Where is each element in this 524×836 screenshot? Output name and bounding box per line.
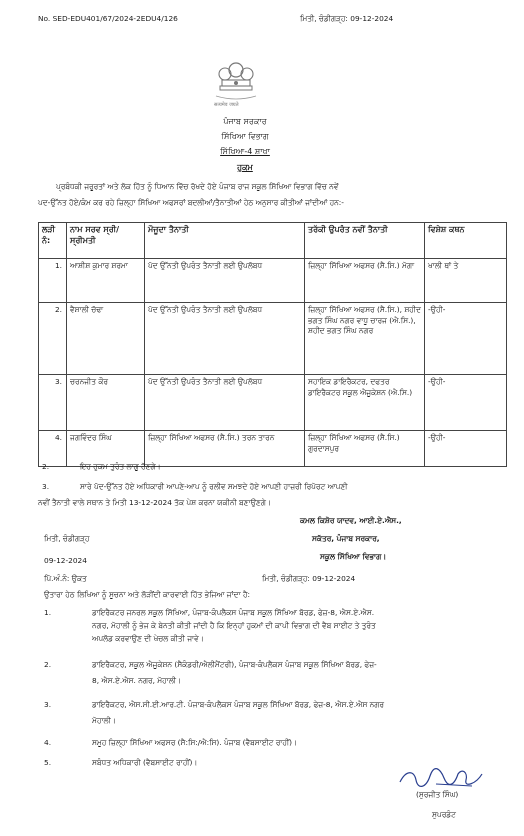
left-date: 09-12-2024 — [44, 556, 87, 565]
cell-remarks: -ਉਹੀ- — [425, 431, 507, 467]
copy-item-5-number: 5. — [44, 758, 52, 767]
signatory-name: ਕਮਲ ਕਿਸ਼ੋਰ ਯਾਦਵ, ਆਈ.ਏ.ਐਸ., — [300, 516, 402, 525]
superintendent-name: (ਸੁਰਜੀਤ ਸਿੰਘ) — [416, 790, 459, 799]
cell-name: ਆਸ਼ੀਸ਼ ਕੁਮਾਰ ਸ਼ਰਮਾ — [67, 259, 145, 303]
copy-item-2-line-1: ਡਾਇਰੈਕਟਰ, ਸਕੂਲ ਐਜੂਕੇਸ਼ਨ (ਸੈਕੰਡਰੀ/ਐਲੀਮੈਂਟਰੀ), ਪੰਜਾਬ-ਕੰਪਲੈਕਸ ਪੰਜਾਬ ਸਕੂਲ ਸਿੱਖਿਆ ਬੋਰਡ, ਫੇਜ਼- — [92, 660, 377, 669]
signatory-post-2: ਸਕੂਲ ਸਿੱਖਿਆ ਵਿਭਾਗ। — [320, 552, 387, 561]
title-order: ਹੁਕਮ — [237, 163, 253, 172]
title-branch: ਸਿੱਖਿਆ-4 ਸ਼ਾਖਾ — [220, 147, 270, 156]
cell-name: ਚਰਨਜੀਤ ਕੌਰ — [67, 375, 145, 431]
header-current-posting: ਮੌਜੂਦਾ ਤੈਨਾਤੀ — [145, 223, 305, 259]
cell-sno: 1. — [39, 259, 67, 303]
copy-item-1-line-2: ਨਗਰ, ਮੋਹਾਲੀ ਨੂੰ ਭੇਜ ਕੇ ਬੇਨਤੀ ਕੀਤੀ ਜਾਂਦੀ ਹੈ ਕਿ ਇਨ੍ਹਾਂ ਹੁਕਮਾਂ ਦੀ ਕਾਪੀ ਵਿਭਾਗ ਦੀ ਵੈਬ ਸਾਈਟ ਤੇ ਤੁਰੰਤ — [92, 621, 376, 630]
endorsement-date: ਮਿਤੀ, ਚੰਡੀਗੜ੍ਹ: 09-12-2024 — [262, 574, 356, 583]
point-2-text: ਇਹ ਹੁਕਮ ਤੁਰੰਤ ਲਾਗੂ ਹੋਣਗੇ। — [80, 462, 161, 471]
table-row — [39, 303, 507, 375]
superintendent-post: ਸੁਪਰਡੰਟ — [432, 810, 456, 819]
cell-sno: 3. — [39, 375, 67, 431]
intro-line-1: ਪ੍ਰਬੰਧਕੀ ਜਰੂਰਤਾਂ ਅਤੇ ਲੋਕ ਹਿੱਤ ਨੂੰ ਧਿਆਨ ਵਿੱਚ ਰੱਖਦੇ ਹੋਏ ਪੰਜਾਬ ਰਾਜ ਸਕੂਲ ਸਿੱਖਿਆ ਵਿਭਾਗ ਵਿੱਚ ਨਵੇਂ — [56, 182, 339, 191]
place-label: ਮਿਤੀ, ਚੰਡੀਗੜ੍ਹ — [44, 534, 90, 543]
transfer-table — [38, 222, 507, 467]
order-date: ਮਿਤੀ, ਚੰਡੀਗੜ੍ਹ: 09-12-2024 — [300, 14, 394, 23]
copy-item-3-line-1: ਡਾਇਰੈਕਟਰ, ਐਸ.ਸੀ.ਈ.ਆਰ.ਟੀ. ਪੰਜਾਬ-ਕੰਪਲੈਕਸ ਪੰਜਾਬ ਸਕੂਲ ਸਿੱਖਿਆ ਬੋਰਡ, ਫੇਜ਼-8, ਐਸ.ਏ.ਐਸ ਨਗਰ — [92, 700, 384, 709]
copy-item-3-line-2: ਮੋਹਾਲੀ। — [92, 716, 116, 725]
intro-line-2: ਪਦ-ਉੱਨਤ ਹੋਏ/ਕੰਮ ਕਰ ਰਹੇ ਜ਼ਿਲ੍ਹਾ ਸਿੱਖਿਆ ਅਫਸਰਾਂ ਬਦਲੀਆਂ/ਤੈਨਾਤੀਆਂ ਹੇਠ ਅਨੁਸਾਰ ਕੀਤੀਆਂ ਜਾਂਦੀਆਂ ਹਨ:- — [38, 198, 344, 207]
table-header-row — [39, 223, 507, 259]
copy-item-3-number: 3. — [44, 700, 52, 709]
cell-name: ਜਗਵਿੰਦਰ ਸਿੰਘ — [67, 431, 145, 467]
copy-item-2-line-2: 8, ਐਸ.ਏ.ਐਸ. ਨਗਰ, ਮੋਹਾਲੀ। — [92, 676, 181, 685]
copy-item-1-line-3: ਅਪਲੋਡ ਕਰਵਾਉਣ ਦੀ ਖੇਚਲ ਕੀਤੀ ਜਾਵੇ। — [92, 634, 204, 643]
copy-item-2-number: 2. — [44, 660, 52, 669]
header-remarks: ਵਿਸ਼ੇਸ਼ ਕਥਨ — [425, 223, 507, 259]
cell-new: ਜ਼ਿਲ੍ਹਾ ਸਿੱਖਿਆ ਅਫਸਰ (ਸੈ.ਸਿ.), ਸ਼ਹੀਦ ਭਗਤ ਸਿੰਘ ਨਗਰ ਵਾਧੂ ਚਾਰਜ (ਐ.ਸਿ.), ਸ਼ਹੀਦ ਭਗਤ ਸਿੰਘ ਨਗਰ — [305, 303, 425, 375]
cell-current: ਪੱਦ ਉੱਨਤੀ ਉਪਰੰਤ ਤੈਨਾਤੀ ਲਈ ਉਪਲੱਬਧ — [145, 375, 305, 431]
point-3-number: 3. — [42, 482, 50, 491]
cell-new: ਜ਼ਿਲ੍ਹਾ ਸਿੱਖਿਆ ਅਫਸਰ (ਸੈ.ਸਿ.) ਗੁਰਦਾਸਪੁਰ — [305, 431, 425, 467]
table-row — [39, 259, 507, 303]
point-3-line-1: ਸਾਰੇ ਪੱਦ-ਉੱਨਤ ਹੋਏ ਅਧਿਕਾਰੀ ਆਪਣੇ-ਆਪ ਨੂੰ ਰਲੀਵ ਸਮਝਦੇ ਹੋਏ ਆਪਣੀ ਹਾਜ਼ਰੀ ਰਿਪੋਰਟ ਆਪਣੀ — [80, 482, 348, 491]
cell-sno: 2. — [39, 303, 67, 375]
point-3-line-2: ਨਵੀਂ ਤੈਨਾਤੀ ਵਾਲੇ ਸਥਾਨ ਤੇ ਮਿਤੀ 13-12-2024 ਤੱਕ ਪੇਸ਼ ਕਰਨਾ ਯਕੀਨੀ ਬਣਾਉਣਗੇ। — [38, 498, 271, 507]
cell-current: ਪੱਦ ਉੱਨਤੀ ਉਪਰੰਤ ਤੈਨਾਤੀ ਲਈ ਉਪਲੱਬਧ — [145, 303, 305, 375]
header-new-posting: ਤਰੱਕੀ ਉਪਰੰਤ ਨਵੀਂ ਤੈਨਾਤੀ — [305, 223, 425, 259]
table-row — [39, 375, 507, 431]
emblem-motto: सत्यमेव जयते — [214, 102, 239, 108]
title-government: ਪੰਜਾਬ ਸਰਕਾਰ — [223, 117, 267, 126]
header-name: ਨਾਮ ਸਰਵ ਸ੍ਰੀ/ਸ੍ਰੀਮਤੀ — [67, 223, 145, 259]
title-department: ਸਿੱਖਿਆ ਵਿਭਾਗ — [221, 132, 269, 141]
signatory-post-1: ਸਕੱਤਰ, ਪੰਜਾਬ ਸਰਕਾਰ, — [312, 534, 380, 543]
header-sno: ਲੜੀ ਨੰ: — [39, 223, 67, 259]
cell-new: ਜ਼ਿਲ੍ਹਾ ਸਿੱਖਿਆ ਅਫਸਰ (ਸੈ.ਸਿ.) ਮੋਗਾ — [305, 259, 425, 303]
copy-item-1-line-1: ਡਾਇਰੈਕਟਰ ਜਨਰਲ ਸਕੂਲ ਸਿੱਖਿਆ, ਪੰਜਾਬ-ਕੰਪਲੈਕਸ ਪੰਜਾਬ ਸਕੂਲ ਸਿੱਖਿਆ ਬੋਰਡ, ਫੇਜ਼-8, ਐਸ.ਏ.ਐਸ. — [92, 608, 375, 617]
cell-remarks: -ਉਹੀ- — [425, 375, 507, 431]
cell-current: ਜ਼ਿਲ੍ਹਾ ਸਿੱਖਿਆ ਅਫਸਰ (ਸੈ.ਸਿ.) ਤਰਨ ਤਾਰਨ — [145, 431, 305, 467]
copy-item-4-line-1: ਸਮੂਹ ਜ਼ਿਲ੍ਹਾ ਸਿੱਖਿਆ ਅਫਸਰ (ਸੈ:ਸਿ:/ਐ:ਸਿ). ਪੰਜਾਬ (ਵੈਬਸਾਈਟ ਰਾਹੀਂ)। — [92, 738, 298, 747]
cell-new: ਸਹਾਇਕ ਡਾਇਰੈਕਟਰ, ਦਫਤਰ ਡਾਇਰੈਕਟਰ ਸਕੂਲ ਐਜੂਕੇਸ਼ਨ (ਐ.ਸਿ.) — [305, 375, 425, 431]
endorsement-number: ਪਿੱ.ਅੰ.ਨੰ: ਉਕਤ — [44, 574, 87, 583]
point-2-number: 2. — [42, 462, 50, 471]
cell-remarks: -ਉਹੀ- — [425, 303, 507, 375]
copy-item-4-number: 4. — [44, 738, 52, 747]
cell-current: ਪੱਦ ਉੱਨਤੀ ਉਪਰੰਤ ਤੈਨਾਤੀ ਲਈ ਉਪਲੱਬਧ — [145, 259, 305, 303]
cell-remarks: ਖਾਲੀ ਥਾਂ ਤੇ — [425, 259, 507, 303]
copy-intro: ਉਤਾਰਾ ਹੇਠ ਲਿਖਿਆ ਨੂੰ ਸੂਚਨਾ ਅਤੇ ਲੋੜੀਂਦੀ ਕਾਰਵਾਈ ਹਿੱਤ ਭੇਜਿਆ ਜਾਂਦਾ ਹੈ: — [44, 590, 251, 599]
reference-number: No. SED-EDU401/67/2024-2EDU4/126 — [38, 14, 178, 23]
cell-name: ਵੈਸ਼ਾਲੀ ਚੱਢਾ — [67, 303, 145, 375]
cell-sno: 4. — [39, 431, 67, 467]
copy-item-5-line-1: ਸਬੰਧਤ ਅਧਿਕਾਰੀ (ਵੈਬਸਾਈਟ ਰਾਹੀਂ)। — [92, 758, 198, 767]
copy-item-1-number: 1. — [44, 608, 52, 617]
